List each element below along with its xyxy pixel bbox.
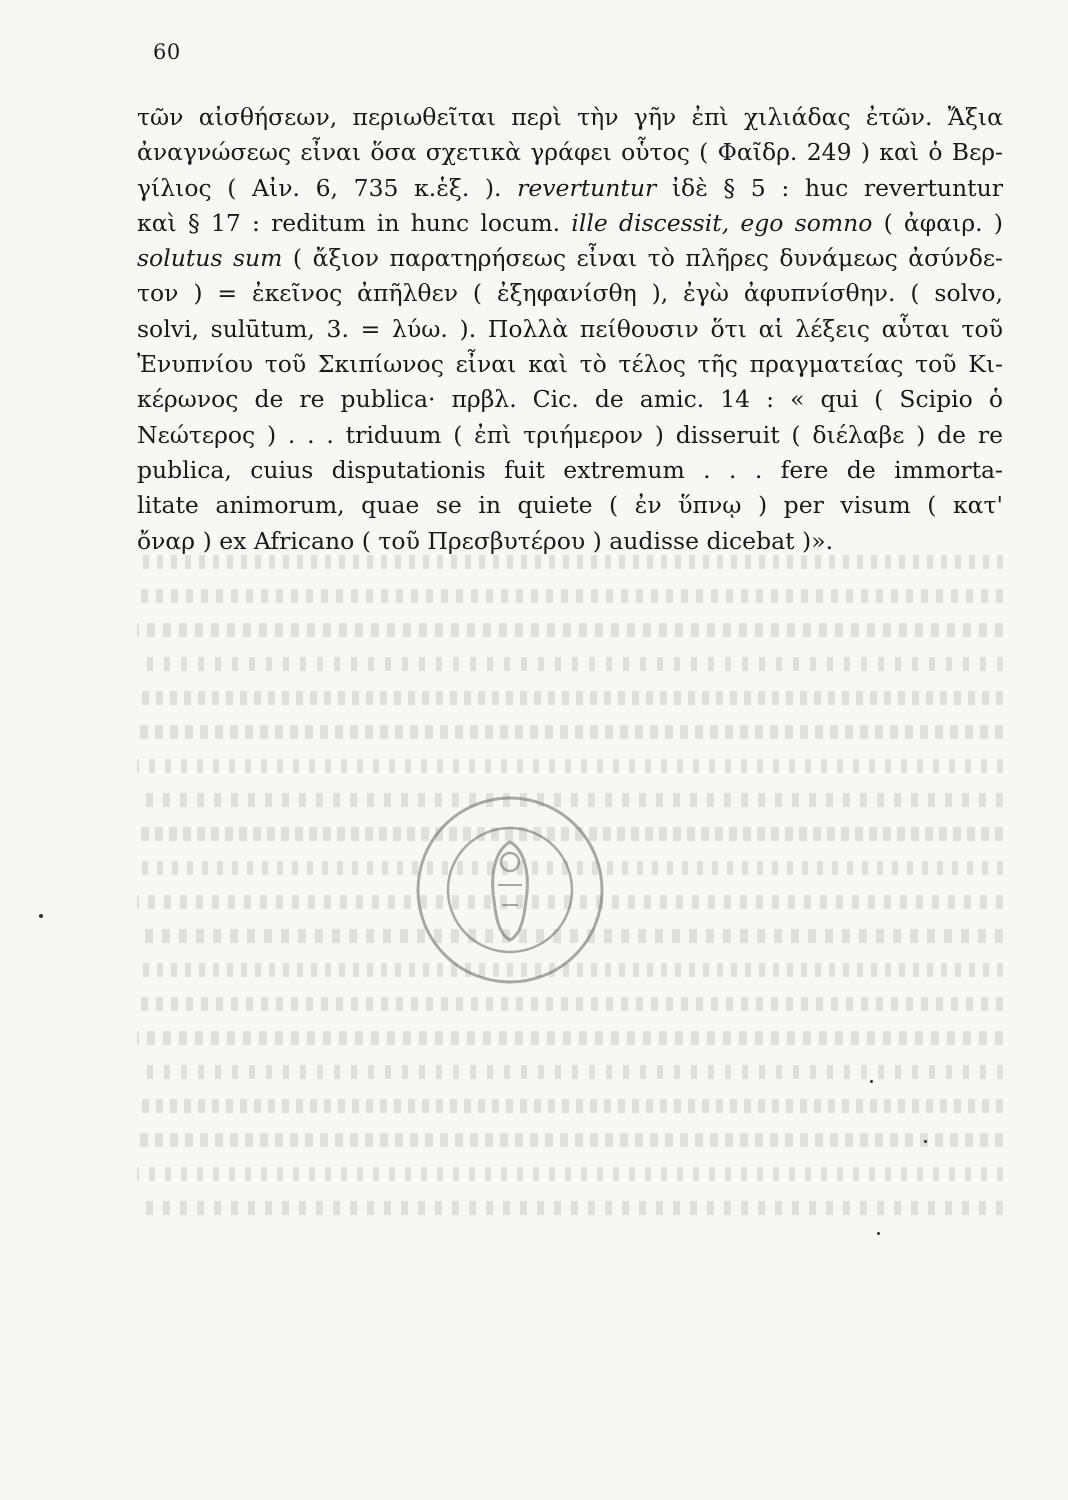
bleed-row (137, 759, 1003, 773)
italic-phrase: revertuntur (517, 173, 657, 202)
bleed-row (137, 725, 1003, 739)
text-line (137, 312, 1003, 347)
text-run: γίλιος ( Αἰν. 6, 735 κ.ἑξ. ). (137, 173, 518, 202)
text-run: ἀναγνώσεως εἶναι ὅσα σχετικὰ γράφει οὗτος ( Φαῖδρ. 249 ) καὶ ὁ Βερ- (137, 138, 1003, 167)
text-run: τον ) = ἐκεῖνος ἀπῆλθεν ( ἐξηφανίσθη ), ἐγὼ ἀφυπνίσθην. ( solvo, (137, 279, 1003, 308)
page-number: 60 (153, 40, 181, 64)
text-run: τῶν αἰσθήσεων, περιωθεῖται περὶ τὴν γῆν ἐπὶ χιλιάδας ἐτῶν. Ἄξια (137, 103, 1003, 131)
text-run: solvi, sulūtum, 3. = λύω. ). Πολλὰ πείθουσιν ὅτι αἱ λέξεις αὗται τοῦ (137, 314, 1003, 343)
text-run: Νεώτερος ) . . . triduum ( ἐπὶ τριήμερον ) disseruit ( διέλαβε ) de re (137, 420, 1003, 449)
bleed-row (137, 1031, 1003, 1045)
text-line (137, 100, 1003, 135)
text-run: καὶ § 17 : reditum in hunc locum. (137, 208, 572, 237)
bleed-row (137, 589, 1003, 603)
text-line (137, 453, 1003, 488)
text-line (137, 382, 1003, 417)
text-line (137, 276, 1003, 311)
bleed-row (137, 1133, 1003, 1147)
bleed-row (137, 1201, 1003, 1215)
text-run: Ἐνυπνίου τοῦ Σκιπίωνος εἶναι καὶ τὸ τέλος τῆς πραγματείας τοῦ Κι- (137, 350, 1003, 379)
text-line (137, 488, 1003, 523)
bleed-row (137, 657, 1003, 671)
bleed-row (137, 623, 1003, 637)
bleed-row (137, 997, 1003, 1011)
bleed-row (137, 1065, 1003, 1079)
text-line (137, 135, 1003, 170)
text-line (137, 418, 1003, 453)
speck (924, 1140, 927, 1143)
text-line (137, 206, 1003, 241)
text-run: publica, cuius disputationis fuit extremum . . . fere de immorta- (137, 455, 1003, 484)
speck (39, 914, 43, 918)
italic-phrase: ille discessit, ego somno (571, 208, 873, 237)
text-line (137, 524, 1003, 559)
text-run: ὄναρ ) ex Africano ( τοῦ Πρεσβυτέρου ) audisse dicebat )». (137, 526, 834, 555)
body-text (137, 100, 1003, 559)
speck (877, 1232, 880, 1235)
bleed-row (137, 1167, 1003, 1181)
bleed-row (137, 1099, 1003, 1113)
text-run: ( ἀφαιρ. ) (872, 208, 1003, 237)
text-line (137, 241, 1003, 276)
text-line (137, 347, 1003, 382)
speck (870, 1080, 873, 1083)
text-run: litate animorum, quae se in quiete ( ἐν ὕπνῳ ) per visum ( κατ' (137, 491, 1003, 520)
text-run: κέρωνος de re publica· πρβλ. Cic. de amic. 14 : « qui ( Scipio ὁ (137, 385, 1003, 414)
bleed-row (137, 691, 1003, 705)
text-run: ( ἄξιον παρατηρήσεως εἶναι τὸ πλῆρες δυνάμεως ἀσύνδε- (282, 244, 1003, 273)
library-stamp-icon (410, 790, 610, 990)
italic-phrase: solutus sum (137, 244, 283, 273)
text-line (137, 171, 1003, 206)
text-run: ἰδὲ § 5 : huc revertuntur (656, 173, 1003, 202)
